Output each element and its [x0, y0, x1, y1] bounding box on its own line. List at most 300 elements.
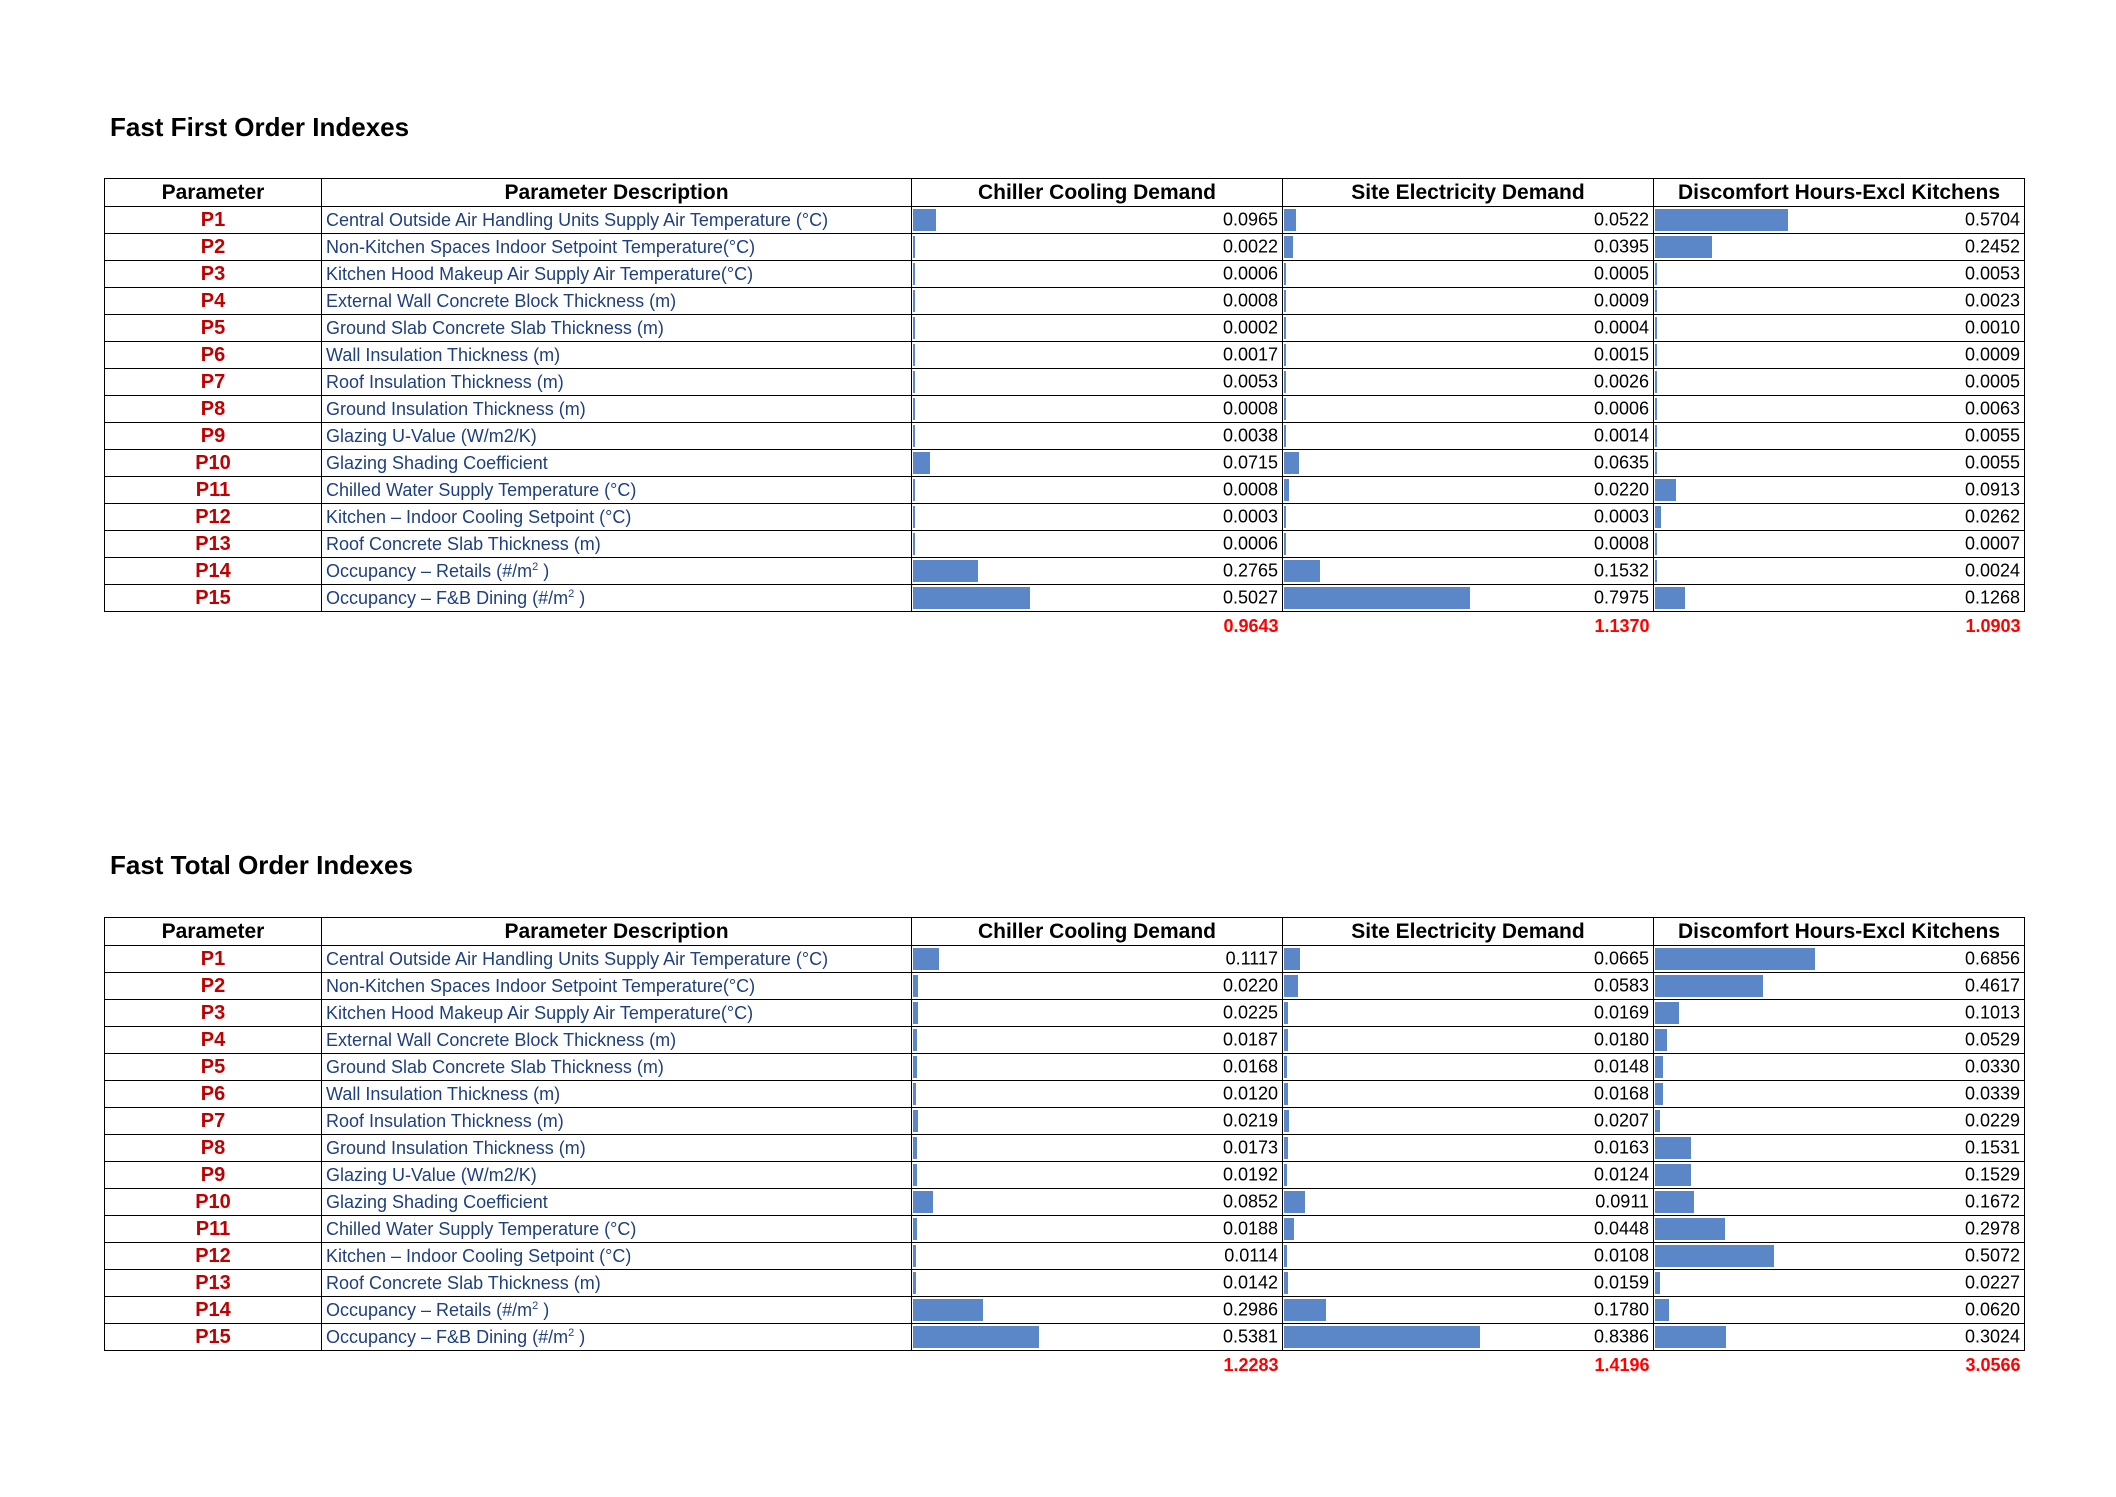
parameter-id: P7: [105, 1108, 322, 1135]
parameter-id: P3: [105, 1000, 322, 1027]
table-row: [105, 504, 2025, 531]
data-bar: [1655, 263, 1657, 285]
chiller-cooling-value: [912, 369, 1283, 396]
parameter-description: [322, 288, 912, 315]
description-text: Central Outside Air Handling Units Supply Air Temperature (°C): [326, 948, 829, 969]
index-value: 0.0053: [1964, 263, 2020, 284]
data-bar: [913, 1326, 1039, 1348]
parameter-id: P2: [105, 973, 322, 1000]
index-value: 0.1780: [1593, 1299, 1649, 1320]
table-row: [105, 531, 2025, 558]
data-bar: [913, 371, 915, 393]
index-value: 0.0173: [1222, 1137, 1278, 1158]
data-bar: [1655, 560, 1657, 582]
data-bar: [1655, 1326, 1726, 1348]
description-tail: ): [538, 560, 550, 581]
index-value: 0.2765: [1222, 560, 1278, 581]
column-total: [1283, 612, 1654, 639]
index-value: 0.0003: [1593, 506, 1649, 527]
header-parameter: Parameter: [105, 918, 322, 946]
parameter-id: P8: [105, 1135, 322, 1162]
parameter-description: [322, 423, 912, 450]
parameter-description: [322, 1243, 912, 1270]
chiller-cooling-value: [912, 946, 1283, 973]
data-bar: [913, 1083, 916, 1105]
header-discomfort-hours: Discomfort Hours-Excl Kitchens: [1654, 179, 2025, 207]
index-value: 0.5072: [1964, 1245, 2020, 1266]
index-value: 0.0008: [1222, 479, 1278, 500]
parameter-id: P5: [105, 315, 322, 342]
data-bar: [1284, 1245, 1287, 1267]
site-electricity-value: [1283, 1027, 1654, 1054]
chiller-cooling-value: [912, 585, 1283, 612]
index-value: 0.0026: [1593, 371, 1649, 392]
index-value: 0.7975: [1593, 587, 1649, 608]
header-site-electricity: Site Electricity Demand: [1283, 179, 1654, 207]
data-bar: [1655, 533, 1657, 555]
index-value: 0.0207: [1593, 1110, 1649, 1131]
chiller-cooling-value: [912, 531, 1283, 558]
data-bar: [1655, 1137, 1691, 1159]
index-value: 0.0009: [1593, 290, 1649, 311]
chiller-cooling-value: [912, 1027, 1283, 1054]
index-value: 0.0911: [1595, 1191, 1649, 1212]
index-value: 0.0006: [1593, 398, 1649, 419]
index-value: 0.0022: [1222, 236, 1278, 257]
description-text: Roof Insulation Thickness (m): [326, 371, 564, 392]
column-total: [1654, 1351, 2025, 1378]
data-bar: [1655, 587, 1685, 609]
site-electricity-value: [1283, 477, 1654, 504]
discomfort-hours-value: [1654, 261, 2025, 288]
description-superscript: 2: [532, 560, 539, 573]
chiller-cooling-value: [912, 1108, 1283, 1135]
data-bar: [1655, 1110, 1660, 1132]
parameter-id: P9: [105, 423, 322, 450]
data-bar: [1655, 479, 1676, 501]
site-electricity-value: [1283, 234, 1654, 261]
discomfort-hours-value: [1654, 558, 2025, 585]
site-electricity-value: [1283, 1108, 1654, 1135]
table-row: [105, 558, 2025, 585]
site-electricity-value: [1283, 288, 1654, 315]
index-value: 0.0006: [1222, 263, 1278, 284]
total-order-title: Fast Total Order Indexes: [110, 850, 413, 880]
index-value: 0.0017: [1222, 344, 1278, 365]
description-superscript: 2: [532, 1299, 539, 1312]
description-tail: ): [574, 1326, 586, 1347]
index-value: 0.3024: [1964, 1326, 2020, 1347]
description-text: Kitchen Hood Makeup Air Supply Air Temperature(°C): [326, 263, 754, 284]
data-bar: [913, 344, 915, 366]
index-value: 0.0053: [1222, 371, 1278, 392]
discomfort-hours-value: [1654, 477, 2025, 504]
discomfort-hours-value: [1654, 1297, 2025, 1324]
data-bar: [1284, 1191, 1305, 1213]
index-value: 0.0229: [1964, 1110, 2020, 1131]
site-electricity-value: [1283, 396, 1654, 423]
parameter-id: P6: [105, 342, 322, 369]
data-bar: [1284, 975, 1298, 997]
index-value: 0.1268: [1964, 587, 2020, 608]
data-bar: [1655, 1056, 1663, 1078]
data-bar: [1284, 263, 1286, 285]
data-bar: [1655, 1272, 1660, 1294]
index-value: 0.4617: [1964, 975, 2020, 996]
data-bar: [1655, 398, 1657, 420]
description-text: Roof Insulation Thickness (m): [326, 1110, 564, 1131]
chiller-cooling-value: [912, 315, 1283, 342]
chiller-cooling-value: [912, 1189, 1283, 1216]
chiller-cooling-value: [912, 1000, 1283, 1027]
data-bar: [1284, 1326, 1480, 1348]
table-row: [105, 1243, 2025, 1270]
parameter-description: [322, 315, 912, 342]
totals-row: [105, 612, 2025, 639]
discomfort-hours-value: [1654, 1108, 2025, 1135]
index-value: 0.0220: [1593, 479, 1649, 500]
parameter-description: [322, 585, 912, 612]
site-electricity-value: [1283, 946, 1654, 973]
data-bar: [1284, 506, 1286, 528]
index-value: 0.0225: [1222, 1002, 1278, 1023]
site-electricity-value: [1283, 450, 1654, 477]
chiller-cooling-value: [912, 342, 1283, 369]
data-bar: [913, 425, 915, 447]
parameter-description: [322, 946, 912, 973]
discomfort-hours-value: [1654, 369, 2025, 396]
column-total: [1654, 612, 2025, 639]
header-description: Parameter Description: [322, 918, 912, 946]
index-value: 0.2978: [1964, 1218, 2020, 1239]
parameter-description: [322, 1027, 912, 1054]
parameter-description: [322, 207, 912, 234]
table-row: [105, 207, 2025, 234]
table-row: [105, 1162, 2025, 1189]
data-bar: [913, 1164, 917, 1186]
data-bar: [1284, 398, 1286, 420]
parameter-id: P10: [105, 450, 322, 477]
discomfort-hours-value: [1654, 315, 2025, 342]
parameter-description: [322, 1000, 912, 1027]
index-value: 0.2986: [1222, 1299, 1278, 1320]
discomfort-hours-value: [1654, 288, 2025, 315]
chiller-cooling-value: [912, 477, 1283, 504]
index-value: 0.0620: [1964, 1299, 2020, 1320]
index-value: 0.0227: [1964, 1272, 2020, 1293]
data-bar: [1655, 1191, 1694, 1213]
data-bar: [1284, 1002, 1288, 1024]
chiller-cooling-value: [912, 558, 1283, 585]
data-bar: [1284, 1164, 1287, 1186]
description-tail: ): [574, 587, 586, 608]
data-bar: [1655, 236, 1712, 258]
index-value: 0.0330: [1964, 1056, 2020, 1077]
header-chiller-cooling: Chiller Cooling Demand: [912, 918, 1283, 946]
data-bar: [913, 506, 915, 528]
data-bar: [1284, 344, 1286, 366]
data-bar: [1284, 425, 1286, 447]
site-electricity-value: [1283, 423, 1654, 450]
parameter-id: P7: [105, 369, 322, 396]
parameter-description: [322, 1135, 912, 1162]
index-value: 0.2452: [1964, 236, 2020, 257]
index-value: 0.0023: [1964, 290, 2020, 311]
table-row: [105, 1108, 2025, 1135]
site-electricity-value: [1283, 1216, 1654, 1243]
description-text: Chilled Water Supply Temperature (°C): [326, 479, 637, 500]
header-parameter: Parameter: [105, 179, 322, 207]
index-value: 0.0522: [1593, 209, 1649, 230]
discomfort-hours-value: [1654, 585, 2025, 612]
parameter-id: P15: [105, 585, 322, 612]
table-row: [105, 946, 2025, 973]
parameter-description: [322, 1081, 912, 1108]
parameter-id: P13: [105, 1270, 322, 1297]
parameter-id: P4: [105, 288, 322, 315]
data-bar: [913, 209, 936, 231]
index-value: 0.0003: [1222, 506, 1278, 527]
chiller-cooling-value: [912, 423, 1283, 450]
data-bar: [1655, 290, 1657, 312]
index-value: 0.1529: [1964, 1164, 2020, 1185]
description-text: External Wall Concrete Block Thickness (m): [326, 1029, 677, 1050]
parameter-id: P13: [105, 531, 322, 558]
table-row: [105, 423, 2025, 450]
parameter-id: P3: [105, 261, 322, 288]
first-order-table: [104, 178, 2025, 638]
table-row: [105, 315, 2025, 342]
index-value: 0.0159: [1593, 1272, 1649, 1293]
index-value: 0.0006: [1222, 533, 1278, 554]
data-bar: [1284, 1218, 1294, 1240]
description-text: Kitchen – Indoor Cooling Setpoint (°C): [326, 506, 632, 527]
discomfort-hours-value: [1654, 207, 2025, 234]
index-value: 0.0015: [1593, 344, 1649, 365]
total-value: 1.4196: [1594, 1355, 1650, 1375]
site-electricity-value: [1283, 1162, 1654, 1189]
chiller-cooling-value: [912, 504, 1283, 531]
site-electricity-value: [1283, 369, 1654, 396]
header-discomfort-hours: Discomfort Hours-Excl Kitchens: [1654, 918, 2025, 946]
table-row: [105, 369, 2025, 396]
parameter-description: [322, 504, 912, 531]
parameter-id: P1: [105, 946, 322, 973]
index-value: 0.0665: [1593, 948, 1649, 969]
total-value: 1.2283: [1223, 1355, 1279, 1375]
parameter-id: P6: [105, 1081, 322, 1108]
index-value: 0.0120: [1222, 1083, 1278, 1104]
description-text: Glazing Shading Coefficient: [326, 1191, 548, 1212]
index-value: 0.5704: [1964, 209, 2020, 230]
chiller-cooling-value: [912, 1297, 1283, 1324]
chiller-cooling-value: [912, 1243, 1283, 1270]
parameter-id: P11: [105, 477, 322, 504]
discomfort-hours-value: [1654, 1216, 2025, 1243]
data-bar: [1655, 344, 1657, 366]
index-value: 0.0163: [1593, 1137, 1649, 1158]
parameter-description: [322, 1324, 912, 1351]
chiller-cooling-value: [912, 396, 1283, 423]
description-tail: ): [538, 1299, 550, 1320]
index-value: 0.0169: [1593, 1002, 1649, 1023]
data-bar: [1284, 371, 1286, 393]
data-bar: [1284, 1083, 1288, 1105]
description-superscript: 2: [568, 587, 575, 600]
site-electricity-value: [1283, 1054, 1654, 1081]
index-value: 0.0192: [1222, 1164, 1278, 1185]
description-text: Occupancy – Retails (#/m: [326, 560, 533, 581]
parameter-id: P5: [105, 1054, 322, 1081]
index-value: 0.0715: [1222, 452, 1278, 473]
data-bar: [1284, 1272, 1288, 1294]
discomfort-hours-value: [1654, 1027, 2025, 1054]
index-value: 0.0219: [1222, 1110, 1278, 1131]
index-value: 0.0009: [1964, 344, 2020, 365]
empty-cell: [322, 612, 912, 639]
index-value: 0.0114: [1224, 1245, 1278, 1266]
description-text: Ground Slab Concrete Slab Thickness (m): [326, 317, 664, 338]
index-value: 0.0002: [1222, 317, 1278, 338]
table-row: [105, 1324, 2025, 1351]
index-value: 0.1531: [1964, 1137, 2020, 1158]
site-electricity-value: [1283, 531, 1654, 558]
data-bar: [1284, 479, 1289, 501]
index-value: 0.0187: [1222, 1029, 1278, 1050]
parameter-id: P14: [105, 1297, 322, 1324]
data-bar: [1284, 209, 1296, 231]
index-value: 0.0180: [1593, 1029, 1649, 1050]
parameter-description: [322, 558, 912, 585]
data-bar: [1655, 425, 1657, 447]
parameter-description: [322, 450, 912, 477]
data-bar: [913, 1029, 917, 1051]
parameter-id: P15: [105, 1324, 322, 1351]
index-value: 0.0448: [1593, 1218, 1649, 1239]
index-value: 0.0262: [1964, 506, 2020, 527]
parameter-id: P4: [105, 1027, 322, 1054]
index-value: 0.0055: [1964, 425, 2020, 446]
discomfort-hours-value: [1654, 396, 2025, 423]
data-bar: [913, 236, 915, 258]
table-row: [105, 1000, 2025, 1027]
data-bar: [1655, 506, 1661, 528]
index-value: 0.0010: [1964, 317, 2020, 338]
header-site-electricity: Site Electricity Demand: [1283, 918, 1654, 946]
parameter-description: [322, 234, 912, 261]
index-value: 0.0063: [1964, 398, 2020, 419]
index-value: 0.5027: [1222, 587, 1278, 608]
description-text: Occupancy – F&B Dining (#/m: [326, 587, 569, 608]
data-bar: [1284, 1299, 1326, 1321]
data-bar: [1655, 452, 1657, 474]
data-bar: [913, 317, 915, 339]
data-bar: [1655, 317, 1657, 339]
discomfort-hours-value: [1654, 1189, 2025, 1216]
discomfort-hours-value: [1654, 1054, 2025, 1081]
table-row: [105, 1216, 2025, 1243]
description-text: Ground Insulation Thickness (m): [326, 398, 586, 419]
description-text: Glazing U-Value (W/m2/K): [326, 1164, 537, 1185]
index-value: 0.0913: [1964, 479, 2020, 500]
empty-cell: [105, 1351, 322, 1378]
index-value: 0.0168: [1593, 1083, 1649, 1104]
chiller-cooling-value: [912, 450, 1283, 477]
table-row: [105, 450, 2025, 477]
description-text: Central Outside Air Handling Units Supply Air Temperature (°C): [326, 209, 829, 230]
chiller-cooling-value: [912, 261, 1283, 288]
data-bar: [1655, 1029, 1667, 1051]
site-electricity-value: [1283, 1000, 1654, 1027]
parameter-id: P10: [105, 1189, 322, 1216]
data-bar: [1284, 948, 1300, 970]
chiller-cooling-value: [912, 1270, 1283, 1297]
index-value: 0.1672: [1964, 1191, 2020, 1212]
description-text: Occupancy – F&B Dining (#/m: [326, 1326, 569, 1347]
data-bar: [913, 975, 918, 997]
discomfort-hours-value: [1654, 1324, 2025, 1351]
column-total: [912, 1351, 1283, 1378]
parameter-id: P9: [105, 1162, 322, 1189]
data-bar: [913, 1110, 918, 1132]
chiller-cooling-value: [912, 207, 1283, 234]
chiller-cooling-value: [912, 288, 1283, 315]
index-value: 0.0220: [1222, 975, 1278, 996]
table-row: [105, 477, 2025, 504]
data-bar: [913, 398, 915, 420]
discomfort-hours-value: [1654, 973, 2025, 1000]
table-row: [105, 396, 2025, 423]
header-row: [105, 918, 2025, 946]
description-superscript: 2: [568, 1326, 575, 1339]
index-value: 0.0635: [1593, 452, 1649, 473]
index-value: 0.0168: [1222, 1056, 1278, 1077]
index-value: 0.0124: [1593, 1164, 1649, 1185]
index-value: 0.0005: [1964, 371, 2020, 392]
index-value: 0.0965: [1222, 209, 1278, 230]
table-row: [105, 585, 2025, 612]
parameter-id: P2: [105, 234, 322, 261]
table-row: [105, 234, 2025, 261]
description-text: External Wall Concrete Block Thickness (m): [326, 290, 677, 311]
column-total: [1283, 1351, 1654, 1378]
parameter-description: [322, 1216, 912, 1243]
index-value: 0.1117: [1225, 948, 1278, 969]
data-bar: [1284, 1137, 1288, 1159]
description-text: Ground Insulation Thickness (m): [326, 1137, 586, 1158]
table-row: [105, 1027, 2025, 1054]
data-bar: [913, 1272, 916, 1294]
description-text: Occupancy – Retails (#/m: [326, 1299, 533, 1320]
data-bar: [1284, 236, 1293, 258]
description-text: Non-Kitchen Spaces Indoor Setpoint Temperature(°C): [326, 236, 756, 257]
discomfort-hours-value: [1654, 342, 2025, 369]
site-electricity-value: [1283, 973, 1654, 1000]
discomfort-hours-value: [1654, 1162, 2025, 1189]
description-text: Ground Slab Concrete Slab Thickness (m): [326, 1056, 664, 1077]
index-value: 0.0108: [1593, 1245, 1649, 1266]
data-bar: [1655, 1083, 1663, 1105]
parameter-description: [322, 396, 912, 423]
empty-cell: [105, 612, 322, 639]
data-bar: [913, 1056, 917, 1078]
chiller-cooling-value: [912, 1054, 1283, 1081]
data-bar: [913, 479, 915, 501]
description-text: Chilled Water Supply Temperature (°C): [326, 1218, 637, 1239]
parameter-description: [322, 1270, 912, 1297]
site-electricity-value: [1283, 342, 1654, 369]
table-row: [105, 1135, 2025, 1162]
